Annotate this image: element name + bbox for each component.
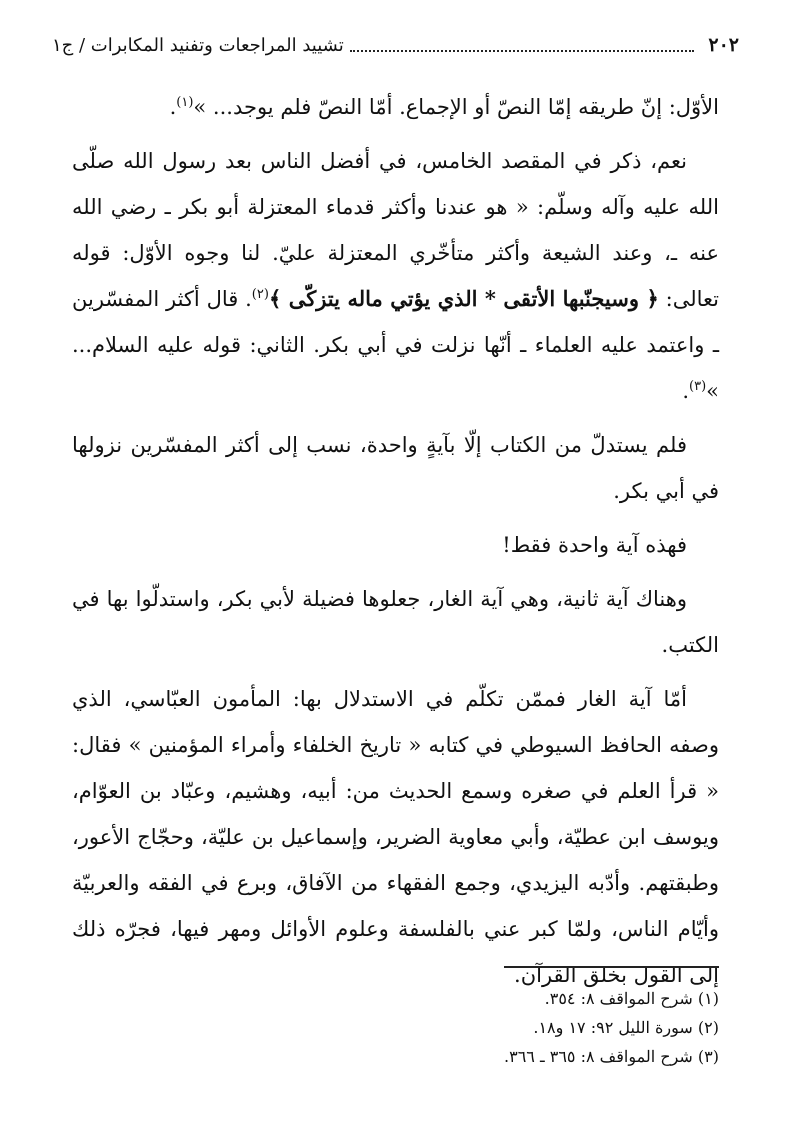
paragraph: وهناك آية ثانية، وهي آية الغار، جعلوها فضيلة لأبي بكر، واستدلّوا بها في الكتب. <box>72 587 719 657</box>
paragraph-text: . قال أكثر المفسّرين ـ واعتمد عليه العلماء ـ أنّها نزلت في أبي بكر. الثاني: قوله عليه السلام... » <box>72 287 719 403</box>
paragraph <box>72 84 719 130</box>
footnote-ref: (٣) <box>689 379 707 394</box>
sentence-end: . <box>169 95 177 119</box>
paragraph-text: الأوّل: إنّ طريقه إمّا النصّ أو الإجماع. أمّا النصّ فلم يوجد... » <box>193 95 719 119</box>
footnote: (٣) شرح المواقف ٨: ٣٦٥ ـ ٣٦٦. <box>504 1047 719 1066</box>
main-text <box>72 84 719 1006</box>
footnote-divider <box>504 966 719 968</box>
running-title: تشييد المراجعات وتفنيد المكابرات / ج١ <box>52 34 344 56</box>
footnotes <box>72 984 719 1071</box>
running-header <box>52 30 739 60</box>
paragraph: فهذه آية واحدة فقط! <box>502 533 687 557</box>
paragraph <box>72 138 719 414</box>
paragraph: فلم يستدلّ من الكتاب إلّا بآيةٍ واحدة، نسب إلى أكثر المفسّرين نزولها في أبي بكر. <box>72 433 719 503</box>
leader-dots <box>350 38 695 52</box>
footnote: (٢) سورة الليل ٩٢: ١٧ و١٨. <box>533 1018 719 1037</box>
paragraph: أمّا آية الغار فممّن تكلّم في الاستدلال بها: المأمون العبّاسي، الذي وصفه الحافظ السيوطي في كتابه « تاريخ الخلفاء وأمراء المؤمنين » فقال: « قرأ العلم في صغره وسمع الحديث من: أبيه، وهشيم، وعبّاد بن العوّام، ويوسف ابن عطيّة، وأبي معاوية الضرير، وإسماعيل بن عليّة، وحجّاج الأعور، وطبقتهم. وأدّبه اليزيدي، وجمع الفقهاء من الآفاق، وبرع في الفقه والعربيّة وأيّام الناس، ولمّا كبر عني بالفلسفة وعلوم الأوائل ومهر فيها، فجرّه ذلك إلى القول بخلق القرآن. <box>72 687 719 987</box>
footnote-ref: (١) <box>176 95 194 110</box>
page-number: ٢٠٢ <box>708 34 739 56</box>
quran-verse: ﴿ وسيجنّبها الأتقى * الذي يؤتي ماله يتزكّى ﴾ <box>268 286 659 311</box>
sentence-end: . <box>682 379 689 403</box>
footnote-ref: (٢) <box>251 287 269 302</box>
paragraph-text: نعم، ذكر في المقصد الخامس، في أفضل الناس بعد رسول الله صلّى الله عليه وآله وسلّم: « هو عندنا وأكثر قدماء المعتزلة أبو بكر ـ رضي الله عنه ـ، وعند الشيعة وأكثر متأخّري المعتزلة عليّ. لنا وجوه الأوّل: قوله تعالى: <box>72 149 719 311</box>
footnote: (١) شرح المواقف ٨: ٣٥٤. <box>544 989 719 1008</box>
